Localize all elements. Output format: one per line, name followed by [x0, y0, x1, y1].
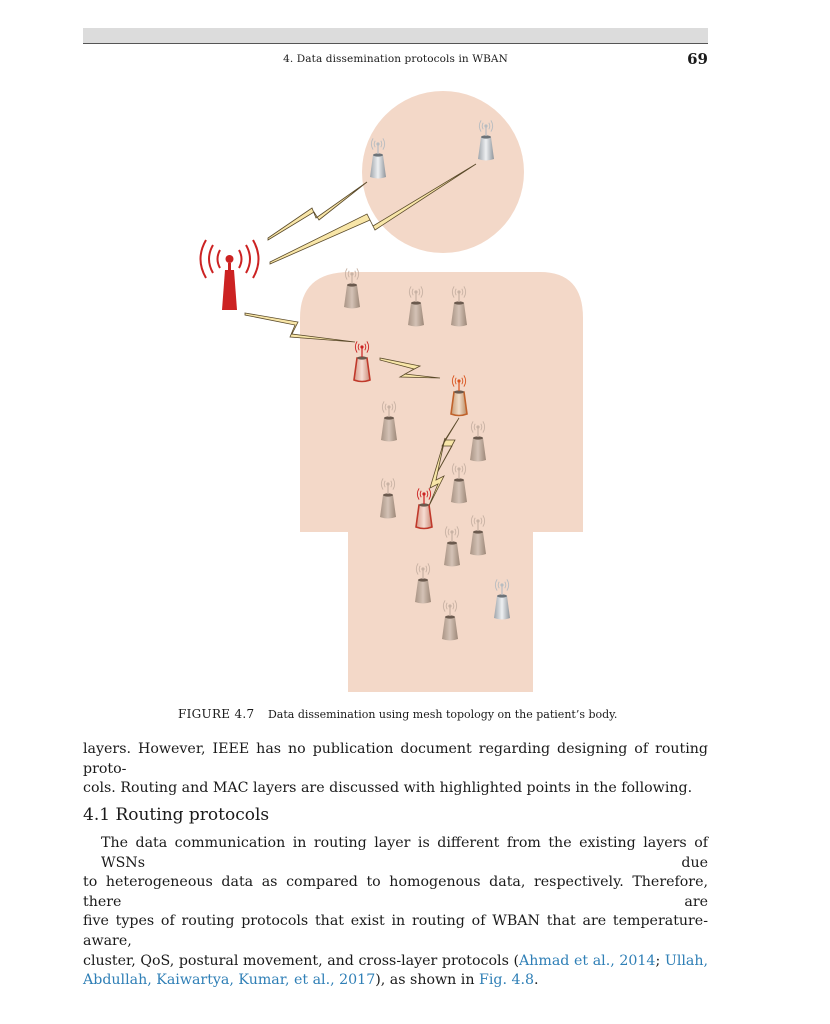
paragraph-routing-line4	[83, 952, 708, 972]
body-head	[362, 91, 524, 253]
figure-reference-link[interactable]: Fig. 4.8	[478, 972, 535, 989]
section-heading: 4.1 Routing protocols	[83, 805, 270, 825]
citation-ullah-part1[interactable]: Ullah,	[664, 952, 708, 969]
running-head: 4. Data dissemination protocols in WBAN	[283, 53, 508, 65]
paragraph-intro	[83, 740, 708, 799]
citation-separator: ;	[655, 952, 665, 969]
citation-ullah-part2[interactable]: Abdullah, Kaiwartya, Kumar, et al., 2017	[83, 972, 376, 989]
sentence-end: .	[534, 972, 539, 989]
paragraph-routing-line2: to heterogeneous data as compared to homogenous data, respectively. Therefore, there are	[83, 874, 708, 910]
figure-caption-text: Data dissemination using mesh topology on the patient’s body.	[267, 708, 618, 721]
paragraph-routing-line1: The data communication in routing layer is different from the existing layers of WSNs due	[101, 835, 708, 871]
citation-ahmad[interactable]: Ahmad et al., 2014	[519, 952, 656, 969]
body-torso	[300, 272, 583, 692]
paragraph-routing-line3: five types of routing protocols that exist in routing of WBAN that are temperature-aware,	[83, 913, 708, 949]
paragraph-routing-line5	[83, 971, 708, 991]
paragraph-routing	[83, 834, 708, 991]
line4-text: cluster, QoS, postural movement, and cross-layer protocols (	[83, 952, 520, 969]
paragraph-intro-line1: layers. However, IEEE has no publication document regarding designing of routing proto-	[83, 741, 708, 777]
patient-body	[300, 91, 583, 692]
base-station-tower	[201, 240, 259, 310]
paragraph-intro-line2: cols. Routing and MAC layers are discussed with highlighted points in the following.	[83, 780, 693, 797]
link-tower-head-1	[268, 182, 367, 240]
page-number: 69	[687, 50, 708, 68]
figure-caption	[178, 707, 617, 721]
figure-label: FIGURE 4.7	[178, 707, 255, 721]
line5-text: ), as shown in	[375, 972, 479, 989]
